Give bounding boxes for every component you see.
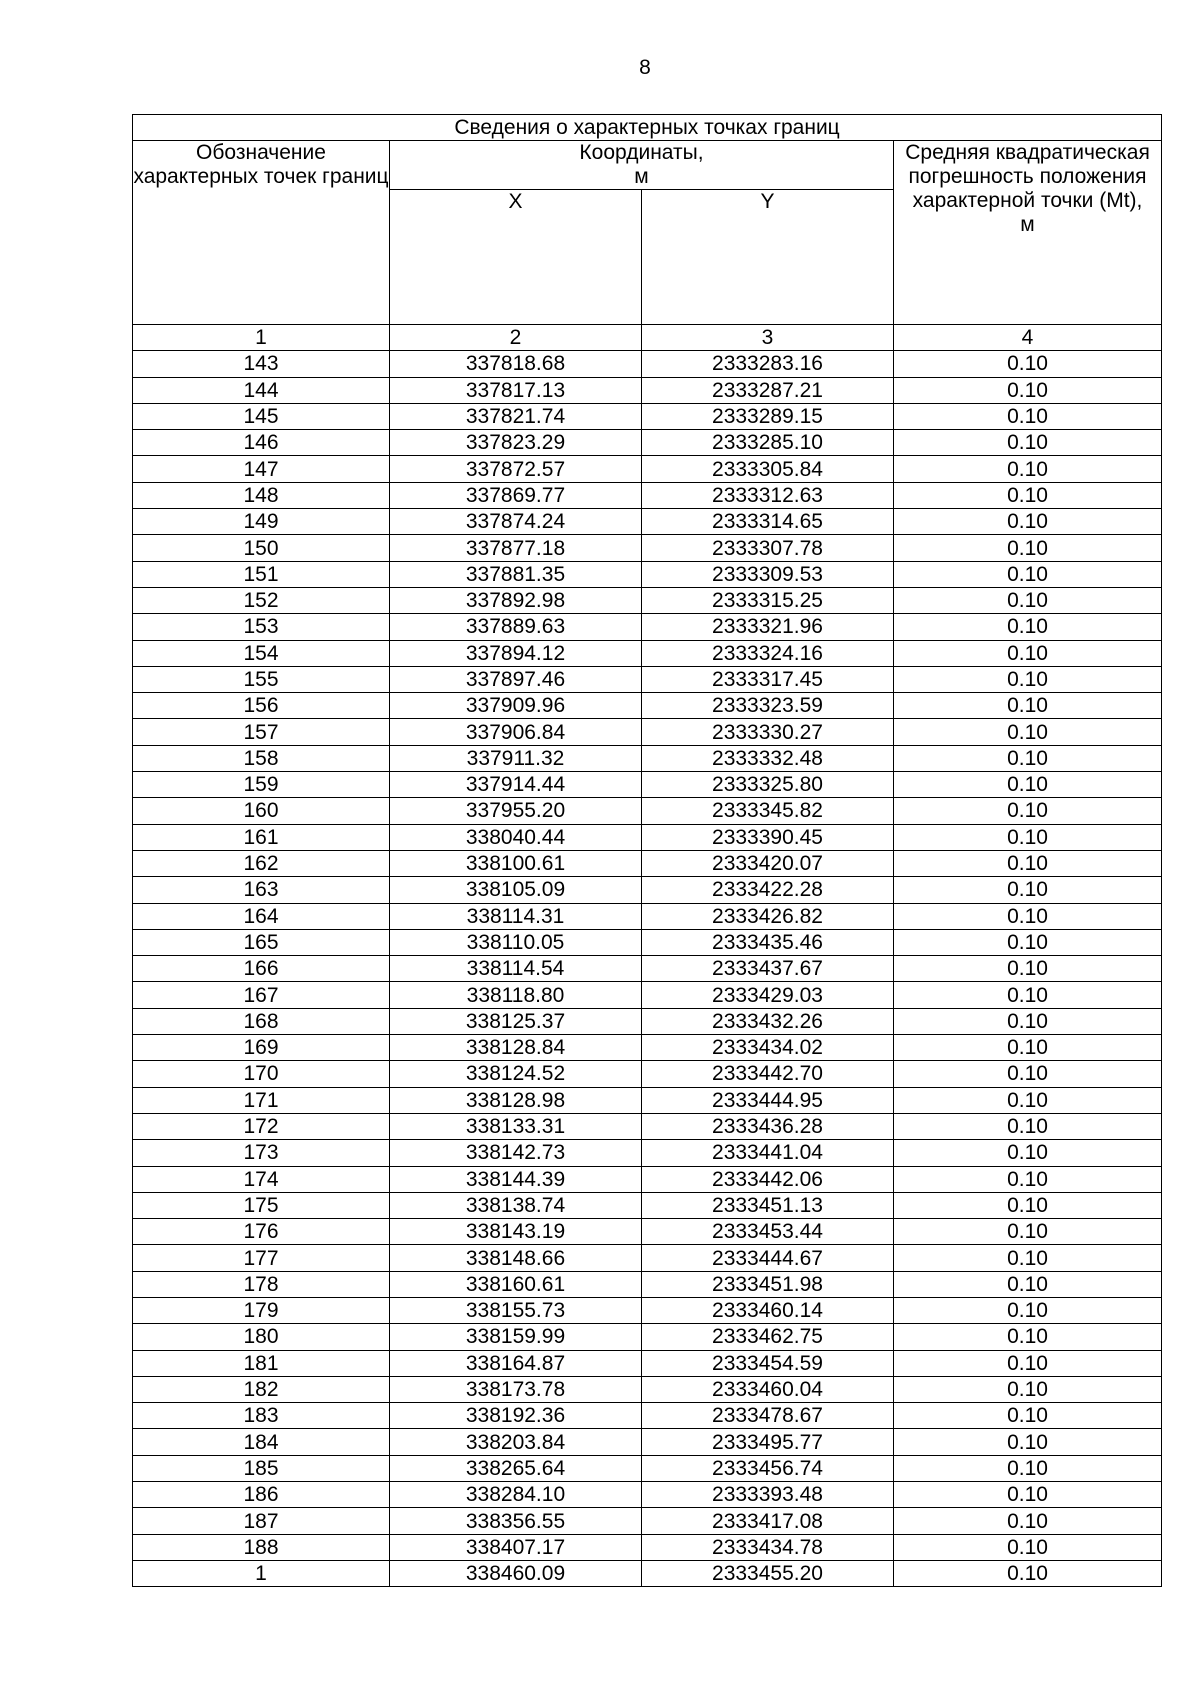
designation-header: Обозначение характерных точек границ bbox=[133, 141, 390, 325]
y-coordinate-cell: 2333417.08 bbox=[642, 1508, 894, 1534]
point-id-cell: 175 bbox=[133, 1192, 390, 1218]
x-coordinate-cell: 338143.19 bbox=[390, 1219, 642, 1245]
error-cell: 0.10 bbox=[894, 1403, 1162, 1429]
x-coordinate-cell: 338100.61 bbox=[390, 850, 642, 876]
table-row bbox=[133, 1297, 1162, 1323]
point-id-cell: 177 bbox=[133, 1245, 390, 1271]
error-cell: 0.10 bbox=[894, 509, 1162, 535]
x-coordinate-cell: 338105.09 bbox=[390, 877, 642, 903]
y-coordinate-cell: 2333460.14 bbox=[642, 1297, 894, 1323]
x-coordinate-cell: 337881.35 bbox=[390, 561, 642, 587]
point-id-cell: 163 bbox=[133, 877, 390, 903]
x-coordinate-cell: 338128.98 bbox=[390, 1087, 642, 1113]
y-coordinate-cell: 2333307.78 bbox=[642, 535, 894, 561]
y-coordinate-cell: 2333321.96 bbox=[642, 614, 894, 640]
table-row bbox=[133, 1482, 1162, 1508]
x-coordinate-cell: 338265.64 bbox=[390, 1455, 642, 1481]
error-cell: 0.10 bbox=[894, 1297, 1162, 1323]
x-coordinate-cell: 338160.61 bbox=[390, 1271, 642, 1297]
x-coordinate-cell: 338148.66 bbox=[390, 1245, 642, 1271]
error-cell: 0.10 bbox=[894, 1061, 1162, 1087]
y-coordinate-cell: 2333420.07 bbox=[642, 850, 894, 876]
table-row bbox=[133, 745, 1162, 771]
table-row bbox=[133, 1061, 1162, 1087]
y-coordinate-cell: 2333422.28 bbox=[642, 877, 894, 903]
point-id-cell: 187 bbox=[133, 1508, 390, 1534]
x-coordinate-cell: 338155.73 bbox=[390, 1297, 642, 1323]
y-coordinate-cell: 2333442.06 bbox=[642, 1166, 894, 1192]
error-cell: 0.10 bbox=[894, 535, 1162, 561]
y-coordinate-cell: 2333444.95 bbox=[642, 1087, 894, 1113]
point-id-cell: 150 bbox=[133, 535, 390, 561]
x-coordinate-cell: 338284.10 bbox=[390, 1482, 642, 1508]
point-id-cell: 180 bbox=[133, 1324, 390, 1350]
point-id-cell: 174 bbox=[133, 1166, 390, 1192]
y-coordinate-cell: 2333285.10 bbox=[642, 430, 894, 456]
y-coordinate-cell: 2333315.25 bbox=[642, 587, 894, 613]
point-id-cell: 169 bbox=[133, 1035, 390, 1061]
error-cell: 0.10 bbox=[894, 982, 1162, 1008]
table-row bbox=[133, 377, 1162, 403]
point-id-cell: 151 bbox=[133, 561, 390, 587]
table-row bbox=[133, 1087, 1162, 1113]
x-coordinate-cell: 338164.87 bbox=[390, 1350, 642, 1376]
error-cell: 0.10 bbox=[894, 1166, 1162, 1192]
point-id-cell: 154 bbox=[133, 640, 390, 666]
error-cell: 0.10 bbox=[894, 1350, 1162, 1376]
error-cell: 0.10 bbox=[894, 640, 1162, 666]
y-coordinate-cell: 2333462.75 bbox=[642, 1324, 894, 1350]
table-row bbox=[133, 482, 1162, 508]
x-coordinate-cell: 337874.24 bbox=[390, 509, 642, 535]
y-coordinate-cell: 2333495.77 bbox=[642, 1429, 894, 1455]
table-row bbox=[133, 772, 1162, 798]
y-coordinate-cell: 2333455.20 bbox=[642, 1560, 894, 1586]
table-row bbox=[133, 850, 1162, 876]
y-coordinate-cell: 2333345.82 bbox=[642, 798, 894, 824]
error-cell: 0.10 bbox=[894, 956, 1162, 982]
point-id-cell: 152 bbox=[133, 587, 390, 613]
table-row bbox=[133, 824, 1162, 850]
x-coordinate-cell: 338203.84 bbox=[390, 1429, 642, 1455]
x-coordinate-cell: 337821.74 bbox=[390, 403, 642, 429]
y-coordinate-cell: 2333314.65 bbox=[642, 509, 894, 535]
x-coordinate-cell: 338040.44 bbox=[390, 824, 642, 850]
table-row bbox=[133, 535, 1162, 561]
error-cell: 0.10 bbox=[894, 666, 1162, 692]
table-row bbox=[133, 1429, 1162, 1455]
y-coordinate-cell: 2333451.98 bbox=[642, 1271, 894, 1297]
column-numbers-row bbox=[133, 325, 1162, 351]
error-cell: 0.10 bbox=[894, 377, 1162, 403]
x-coordinate-cell: 338125.37 bbox=[390, 1008, 642, 1034]
y-coordinate-cell: 2333390.45 bbox=[642, 824, 894, 850]
error-cell: 0.10 bbox=[894, 1113, 1162, 1139]
error-cell: 0.10 bbox=[894, 351, 1162, 377]
y-coordinate-cell: 2333332.48 bbox=[642, 745, 894, 771]
point-id-cell: 144 bbox=[133, 377, 390, 403]
x-coordinate-cell: 338114.54 bbox=[390, 956, 642, 982]
error-cell: 0.10 bbox=[894, 798, 1162, 824]
error-cell: 0.10 bbox=[894, 1324, 1162, 1350]
error-cell: 0.10 bbox=[894, 1508, 1162, 1534]
table-row bbox=[133, 956, 1162, 982]
point-id-cell: 188 bbox=[133, 1534, 390, 1560]
point-id-cell: 147 bbox=[133, 456, 390, 482]
table-row bbox=[133, 1192, 1162, 1218]
table-caption: Сведения о характерных точках границ bbox=[133, 115, 1162, 141]
table-row bbox=[133, 1455, 1162, 1481]
error-cell: 0.10 bbox=[894, 903, 1162, 929]
table-row bbox=[133, 587, 1162, 613]
error-cell: 0.10 bbox=[894, 1482, 1162, 1508]
y-header: Y bbox=[642, 190, 894, 325]
y-coordinate-cell: 2333434.02 bbox=[642, 1035, 894, 1061]
y-coordinate-cell: 2333460.04 bbox=[642, 1376, 894, 1402]
point-id-cell: 146 bbox=[133, 430, 390, 456]
table-row bbox=[133, 1140, 1162, 1166]
error-cell: 0.10 bbox=[894, 1560, 1162, 1586]
y-coordinate-cell: 2333429.03 bbox=[642, 982, 894, 1008]
table-row bbox=[133, 719, 1162, 745]
error-cell: 0.10 bbox=[894, 456, 1162, 482]
error-cell: 0.10 bbox=[894, 482, 1162, 508]
table-row bbox=[133, 1324, 1162, 1350]
point-id-cell: 157 bbox=[133, 719, 390, 745]
table-row bbox=[133, 1245, 1162, 1271]
error-header-label: Средняя квадратическая погрешность положения характерной точки (Mt), bbox=[905, 141, 1150, 212]
point-id-cell: 165 bbox=[133, 929, 390, 955]
table-row bbox=[133, 1508, 1162, 1534]
error-cell: 0.10 bbox=[894, 614, 1162, 640]
x-coordinate-cell: 337892.98 bbox=[390, 587, 642, 613]
point-id-cell: 170 bbox=[133, 1061, 390, 1087]
column-number: 2 bbox=[390, 325, 642, 351]
x-coordinate-cell: 337914.44 bbox=[390, 772, 642, 798]
y-coordinate-cell: 2333432.26 bbox=[642, 1008, 894, 1034]
coordinates-header-label: Координаты, bbox=[579, 141, 704, 164]
table-row bbox=[133, 1008, 1162, 1034]
y-coordinate-cell: 2333305.84 bbox=[642, 456, 894, 482]
x-coordinate-cell: 338159.99 bbox=[390, 1324, 642, 1350]
table-row bbox=[133, 640, 1162, 666]
error-cell: 0.10 bbox=[894, 403, 1162, 429]
table-row bbox=[133, 877, 1162, 903]
x-coordinate-cell: 338133.31 bbox=[390, 1113, 642, 1139]
x-coordinate-cell: 337894.12 bbox=[390, 640, 642, 666]
error-cell: 0.10 bbox=[894, 1376, 1162, 1402]
point-id-cell: 155 bbox=[133, 666, 390, 692]
x-coordinate-cell: 337869.77 bbox=[390, 482, 642, 508]
point-id-cell: 156 bbox=[133, 693, 390, 719]
page-number: 8 bbox=[639, 56, 651, 79]
column-number: 3 bbox=[642, 325, 894, 351]
error-cell: 0.10 bbox=[894, 1455, 1162, 1481]
error-cell: 0.10 bbox=[894, 1087, 1162, 1113]
y-coordinate-cell: 2333436.28 bbox=[642, 1113, 894, 1139]
point-id-cell: 161 bbox=[133, 824, 390, 850]
point-id-cell: 160 bbox=[133, 798, 390, 824]
x-coordinate-cell: 337909.96 bbox=[390, 693, 642, 719]
error-cell: 0.10 bbox=[894, 1008, 1162, 1034]
point-id-cell: 143 bbox=[133, 351, 390, 377]
x-coordinate-cell: 337955.20 bbox=[390, 798, 642, 824]
point-id-cell: 167 bbox=[133, 982, 390, 1008]
error-cell: 0.10 bbox=[894, 850, 1162, 876]
y-coordinate-cell: 2333442.70 bbox=[642, 1061, 894, 1087]
x-coordinate-cell: 338407.17 bbox=[390, 1534, 642, 1560]
table-row bbox=[133, 430, 1162, 456]
error-cell: 0.10 bbox=[894, 877, 1162, 903]
x-coordinate-cell: 338173.78 bbox=[390, 1376, 642, 1402]
point-id-cell: 153 bbox=[133, 614, 390, 640]
x-coordinate-cell: 337872.57 bbox=[390, 456, 642, 482]
error-cell: 0.10 bbox=[894, 1140, 1162, 1166]
header-row bbox=[133, 141, 1162, 190]
x-coordinate-cell: 338460.09 bbox=[390, 1560, 642, 1586]
y-coordinate-cell: 2333325.80 bbox=[642, 772, 894, 798]
error-cell: 0.10 bbox=[894, 1534, 1162, 1560]
table-row bbox=[133, 798, 1162, 824]
point-id-cell: 145 bbox=[133, 403, 390, 429]
point-id-cell: 162 bbox=[133, 850, 390, 876]
x-coordinate-cell: 338138.74 bbox=[390, 1192, 642, 1218]
coordinates-unit: м bbox=[634, 165, 649, 188]
y-coordinate-cell: 2333309.53 bbox=[642, 561, 894, 587]
y-coordinate-cell: 2333323.59 bbox=[642, 693, 894, 719]
y-coordinate-cell: 2333434.78 bbox=[642, 1534, 894, 1560]
table-row bbox=[133, 1560, 1162, 1586]
point-id-cell: 186 bbox=[133, 1482, 390, 1508]
table-row bbox=[133, 1219, 1162, 1245]
y-coordinate-cell: 2333426.82 bbox=[642, 903, 894, 929]
table-row bbox=[133, 614, 1162, 640]
table-row bbox=[133, 1113, 1162, 1139]
x-coordinate-cell: 337911.32 bbox=[390, 745, 642, 771]
table-caption-row bbox=[133, 115, 1162, 141]
y-coordinate-cell: 2333435.46 bbox=[642, 929, 894, 955]
point-id-cell: 168 bbox=[133, 1008, 390, 1034]
x-coordinate-cell: 337817.13 bbox=[390, 377, 642, 403]
table-row bbox=[133, 1350, 1162, 1376]
x-coordinate-cell: 337897.46 bbox=[390, 666, 642, 692]
error-unit: м bbox=[1020, 213, 1035, 236]
table-row bbox=[133, 1035, 1162, 1061]
error-cell: 0.10 bbox=[894, 1192, 1162, 1218]
table-row bbox=[133, 509, 1162, 535]
error-cell: 0.10 bbox=[894, 1429, 1162, 1455]
table-row bbox=[133, 456, 1162, 482]
point-id-cell: 183 bbox=[133, 1403, 390, 1429]
column-number: 4 bbox=[894, 325, 1162, 351]
y-coordinate-cell: 2333287.21 bbox=[642, 377, 894, 403]
point-id-cell: 149 bbox=[133, 509, 390, 535]
x-coordinate-cell: 337889.63 bbox=[390, 614, 642, 640]
point-id-cell: 159 bbox=[133, 772, 390, 798]
table-row bbox=[133, 929, 1162, 955]
y-coordinate-cell: 2333454.59 bbox=[642, 1350, 894, 1376]
error-cell: 0.10 bbox=[894, 719, 1162, 745]
error-cell: 0.10 bbox=[894, 693, 1162, 719]
x-coordinate-cell: 337906.84 bbox=[390, 719, 642, 745]
x-coordinate-cell: 338128.84 bbox=[390, 1035, 642, 1061]
y-coordinate-cell: 2333283.16 bbox=[642, 351, 894, 377]
table-row bbox=[133, 1166, 1162, 1192]
error-cell: 0.10 bbox=[894, 745, 1162, 771]
table-row bbox=[133, 903, 1162, 929]
y-coordinate-cell: 2333289.15 bbox=[642, 403, 894, 429]
point-id-cell: 181 bbox=[133, 1350, 390, 1376]
error-cell: 0.10 bbox=[894, 587, 1162, 613]
x-coordinate-cell: 338192.36 bbox=[390, 1403, 642, 1429]
table-row bbox=[133, 403, 1162, 429]
y-coordinate-cell: 2333330.27 bbox=[642, 719, 894, 745]
table-row bbox=[133, 693, 1162, 719]
y-coordinate-cell: 2333451.13 bbox=[642, 1192, 894, 1218]
x-coordinate-cell: 338144.39 bbox=[390, 1166, 642, 1192]
error-header bbox=[894, 141, 1162, 325]
error-cell: 0.10 bbox=[894, 561, 1162, 587]
x-coordinate-cell: 338118.80 bbox=[390, 982, 642, 1008]
table-row bbox=[133, 1376, 1162, 1402]
point-id-cell: 164 bbox=[133, 903, 390, 929]
x-coordinate-cell: 337823.29 bbox=[390, 430, 642, 456]
x-coordinate-cell: 338356.55 bbox=[390, 1508, 642, 1534]
y-coordinate-cell: 2333478.67 bbox=[642, 1403, 894, 1429]
x-coordinate-cell: 338110.05 bbox=[390, 929, 642, 955]
y-coordinate-cell: 2333453.44 bbox=[642, 1219, 894, 1245]
point-id-cell: 148 bbox=[133, 482, 390, 508]
point-id-cell: 182 bbox=[133, 1376, 390, 1402]
table-row bbox=[133, 1271, 1162, 1297]
error-cell: 0.10 bbox=[894, 1219, 1162, 1245]
x-coordinate-cell: 338114.31 bbox=[390, 903, 642, 929]
y-coordinate-cell: 2333317.45 bbox=[642, 666, 894, 692]
column-number: 1 bbox=[133, 325, 390, 351]
table-row bbox=[133, 561, 1162, 587]
error-cell: 0.10 bbox=[894, 1245, 1162, 1271]
y-coordinate-cell: 2333437.67 bbox=[642, 956, 894, 982]
point-id-cell: 171 bbox=[133, 1087, 390, 1113]
error-cell: 0.10 bbox=[894, 824, 1162, 850]
error-cell: 0.10 bbox=[894, 929, 1162, 955]
error-cell: 0.10 bbox=[894, 1271, 1162, 1297]
x-coordinate-cell: 337877.18 bbox=[390, 535, 642, 561]
error-cell: 0.10 bbox=[894, 430, 1162, 456]
point-id-cell: 166 bbox=[133, 956, 390, 982]
point-id-cell: 176 bbox=[133, 1219, 390, 1245]
y-coordinate-cell: 2333324.16 bbox=[642, 640, 894, 666]
boundary-points-table bbox=[132, 114, 1162, 1587]
error-cell: 0.10 bbox=[894, 1035, 1162, 1061]
table-row bbox=[133, 982, 1162, 1008]
x-coordinate-cell: 338124.52 bbox=[390, 1061, 642, 1087]
point-id-cell: 158 bbox=[133, 745, 390, 771]
coordinates-header bbox=[390, 141, 894, 190]
table-row bbox=[133, 1403, 1162, 1429]
point-id-cell: 179 bbox=[133, 1297, 390, 1323]
table-row bbox=[133, 666, 1162, 692]
point-id-cell: 173 bbox=[133, 1140, 390, 1166]
point-id-cell: 178 bbox=[133, 1271, 390, 1297]
point-id-cell: 1 bbox=[133, 1560, 390, 1586]
x-header: X bbox=[390, 190, 642, 325]
y-coordinate-cell: 2333393.48 bbox=[642, 1482, 894, 1508]
x-coordinate-cell: 338142.73 bbox=[390, 1140, 642, 1166]
point-id-cell: 185 bbox=[133, 1455, 390, 1481]
x-coordinate-cell: 337818.68 bbox=[390, 351, 642, 377]
y-coordinate-cell: 2333441.04 bbox=[642, 1140, 894, 1166]
point-id-cell: 172 bbox=[133, 1113, 390, 1139]
y-coordinate-cell: 2333444.67 bbox=[642, 1245, 894, 1271]
y-coordinate-cell: 2333312.63 bbox=[642, 482, 894, 508]
point-id-cell: 184 bbox=[133, 1429, 390, 1455]
table-row bbox=[133, 1534, 1162, 1560]
table-row bbox=[133, 351, 1162, 377]
error-cell: 0.10 bbox=[894, 772, 1162, 798]
y-coordinate-cell: 2333456.74 bbox=[642, 1455, 894, 1481]
